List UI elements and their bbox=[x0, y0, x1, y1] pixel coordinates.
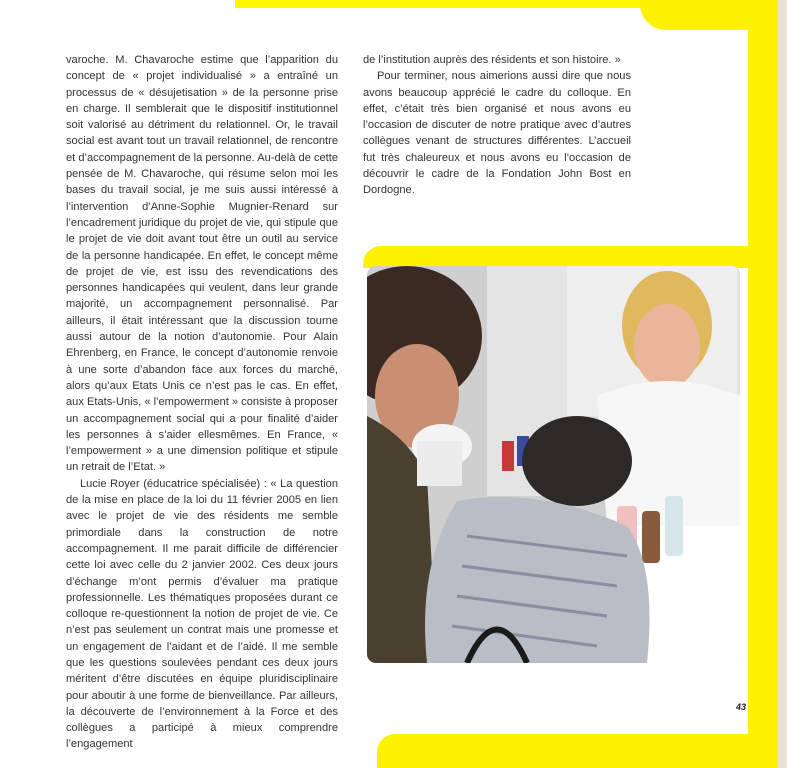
photo-illustration bbox=[367, 266, 740, 663]
page-edge bbox=[778, 0, 787, 768]
paragraph: varoche. M. Chavaroche estime que l’apparition du concept de « projet individualisé » a entraîné un processus de « désujetisation » de la personne prise en charge. Il semblerait que le dispositif institutionnel soit valorisé au détriment du relationnel. Or, le travail social est avant tout un travail relationnel, de rencontre et d’accompagnement de la personne. Au-delà de cette pensée de M. Chavaroche, qui résume selon moi les bases du travail social, je me suis aussi intéressé à l’intervention d’Anne-Sophie Mugnier-Renard sur l’encadrement juridique du projet de vie, qui stipule que le projet de vie doit avant tout être un outil au service de la personne handicapée. En effet, le concept même de projet de vie, est issu des revendications des personnes handicapées qui veulent, dans leur grande majorité, un accompagnement personnalisé. Par ailleurs, il était intéressant que la discussion tourne aussi autour de la notion d’autonomie. Pour Alain Ehrenberg, en France, le concept d’autonomie renvoie à une sorte d’abandon face aux forces du marché, alors qu’aux Etats Unis ce n’est pas le cas. En effet, aux Etats-Unis, « l’empowerment » consiste à proposer un accompagnement social qui a pour finalité d’aider les personnes à s’aider ellesmêmes. En France, « l’empowerment » a une dimension politique et stipule un retrait de l’Etat. » bbox=[66, 54, 338, 474]
page-number: 43 bbox=[735, 702, 746, 712]
paragraph: de l’institution auprès des résidents et son histoire. » bbox=[363, 54, 621, 66]
paragraph: Lucie Royer (éducatrice spécialisée) : « La question de la mise en place de la loi du 11 février 2005 en lien avec le projet de vie des résidents me semble primordiale dans la construction de notre accompagnement. Il me parait difficile de différencier cette loi avec celle du 2 janvier 2002. Ces deux jours d’échange m’ont permis d’évaluer ma pratique professionnelle. Les thématiques proposées durant ce colloque re-questionnent la notion de projet de vie. Ce n’est pas seulement un contrat mais une promesse et un engagement de l’aidant et de l’aidé. Il me semble que les questions soulevées pendant ces deux jours méritent d’être discutées en équipe pluridisciplinaire pour aboutir à une forme de bienveillance. Par ailleurs, la découverte de l’environnement à la Force et des collègues a participé à mieux comprendre l’engagement bbox=[66, 477, 338, 751]
yellow-frame-corner bbox=[640, 0, 748, 30]
yellow-band-above-photo bbox=[363, 246, 783, 268]
yellow-frame-bottom bbox=[377, 734, 787, 768]
article-left-column bbox=[66, 52, 338, 753]
paragraph: Pour terminer, nous aimerions aussi dire que nous avons beaucoup apprécié le cadre du colloque. En effet, c’était très bien organisé et nous avons eu l’occasion de discuter de notre pratique avec d’autres collègues venant de structures différentes. L’accueil fut très chaleureux et nous avons eu l’occasion de découvrir le cadre de la Fondation John Bost en Dordogne. bbox=[363, 70, 631, 197]
article-right-column bbox=[363, 52, 631, 199]
photo-care-session bbox=[367, 266, 740, 663]
